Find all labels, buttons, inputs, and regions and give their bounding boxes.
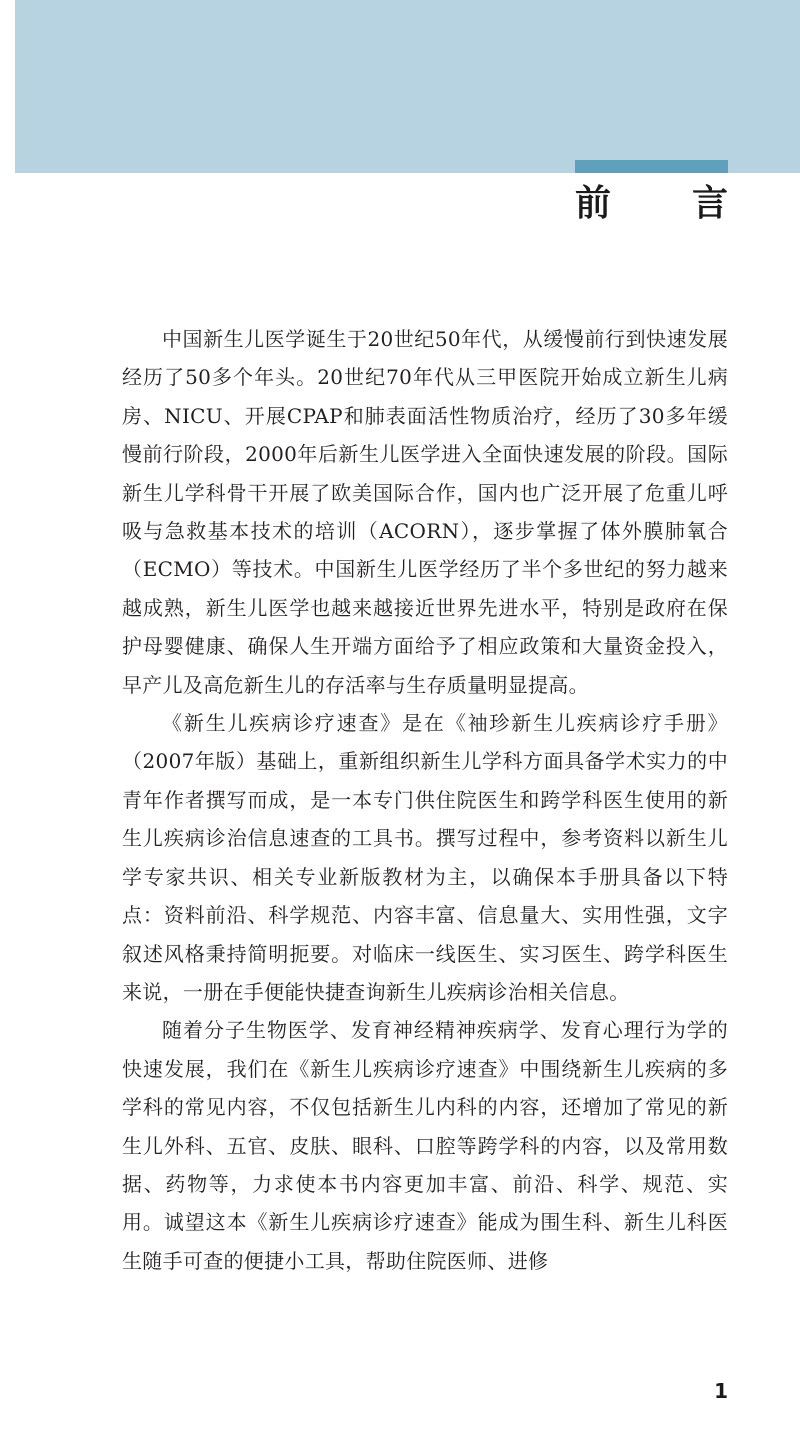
paragraph-1: 中国新生儿医学诞生于20世纪50年代，从缓慢前行到快速发展经历了50多个年头。20世纪70年代从三甲医院开始成立新生儿病房、NICU、开展CPAP和肺表面活性物质治疗，经历了30多年缓慢前行阶段，2000年后新生儿医学进入全面快速发展的阶段。国际新生儿学科骨干开展了欧美国际合作，国内也广泛开展了危重儿呼吸与急救基本技术的培训（ACORN），逐步掌握了体外膜肺氧合（ECMO）等技术。中国新生儿医学经历了半个多世纪的努力越来越成熟，新生儿医学也越来越接近世界先进水平，特别是政府在保护母婴健康、确保人生开端方面给予了相应政策和大量资金投入，早产儿及高危新生儿的存活率与生存质量明显提高。 <box>122 327 728 697</box>
paragraph-2: 《新生儿疾病诊疗速查》是在《袖珍新生儿疾病诊疗手册》（2007年版）基础上，重新组织新生儿学科方面具备学术实力的中青年作者撰写而成，是一本专门供住院医生和跨学科医生使用的新生儿疾病诊治信息速查的工具书。撰写过程中，参考资料以新生儿学专家共识、相关专业新版教材为主，以确保本手册具备以下特点：资料前沿、科学规范、内容丰富、信息量大、实用性强，文字叙述风格秉持简明扼要。对临床一线医生、实习医生、跨学科医生来说，一册在手便能快捷查询新生儿疾病诊治相关信息。 <box>122 711 728 1004</box>
title-accent-bar <box>575 160 728 173</box>
header-band <box>15 0 800 173</box>
page-title <box>575 182 728 226</box>
paragraph-3: 随着分子生物医学、发育神经精神疾病学、发育心理行为学的快速发展，我们在《新生儿疾病诊疗速查》中围绕新生儿疾病的多学科的常见内容，不仅包括新生儿内科的内容，还增加了常见的新生儿外科、五官、皮肤、眼科、口腔等跨学科的内容，以及常用数据、药物等，力求使本书内容更加丰富、前沿、科学、规范、实用。诚望这本《新生儿疾病诊疗速查》能成为围生科、新生儿科医生随手可查的便捷小工具，帮助住院医师、进修 <box>122 1018 728 1273</box>
title-char-1: 前 <box>575 183 612 224</box>
title-char-2: 言 <box>691 183 728 224</box>
page-number: 1 <box>714 1379 728 1403</box>
preface-body <box>122 320 728 1280</box>
